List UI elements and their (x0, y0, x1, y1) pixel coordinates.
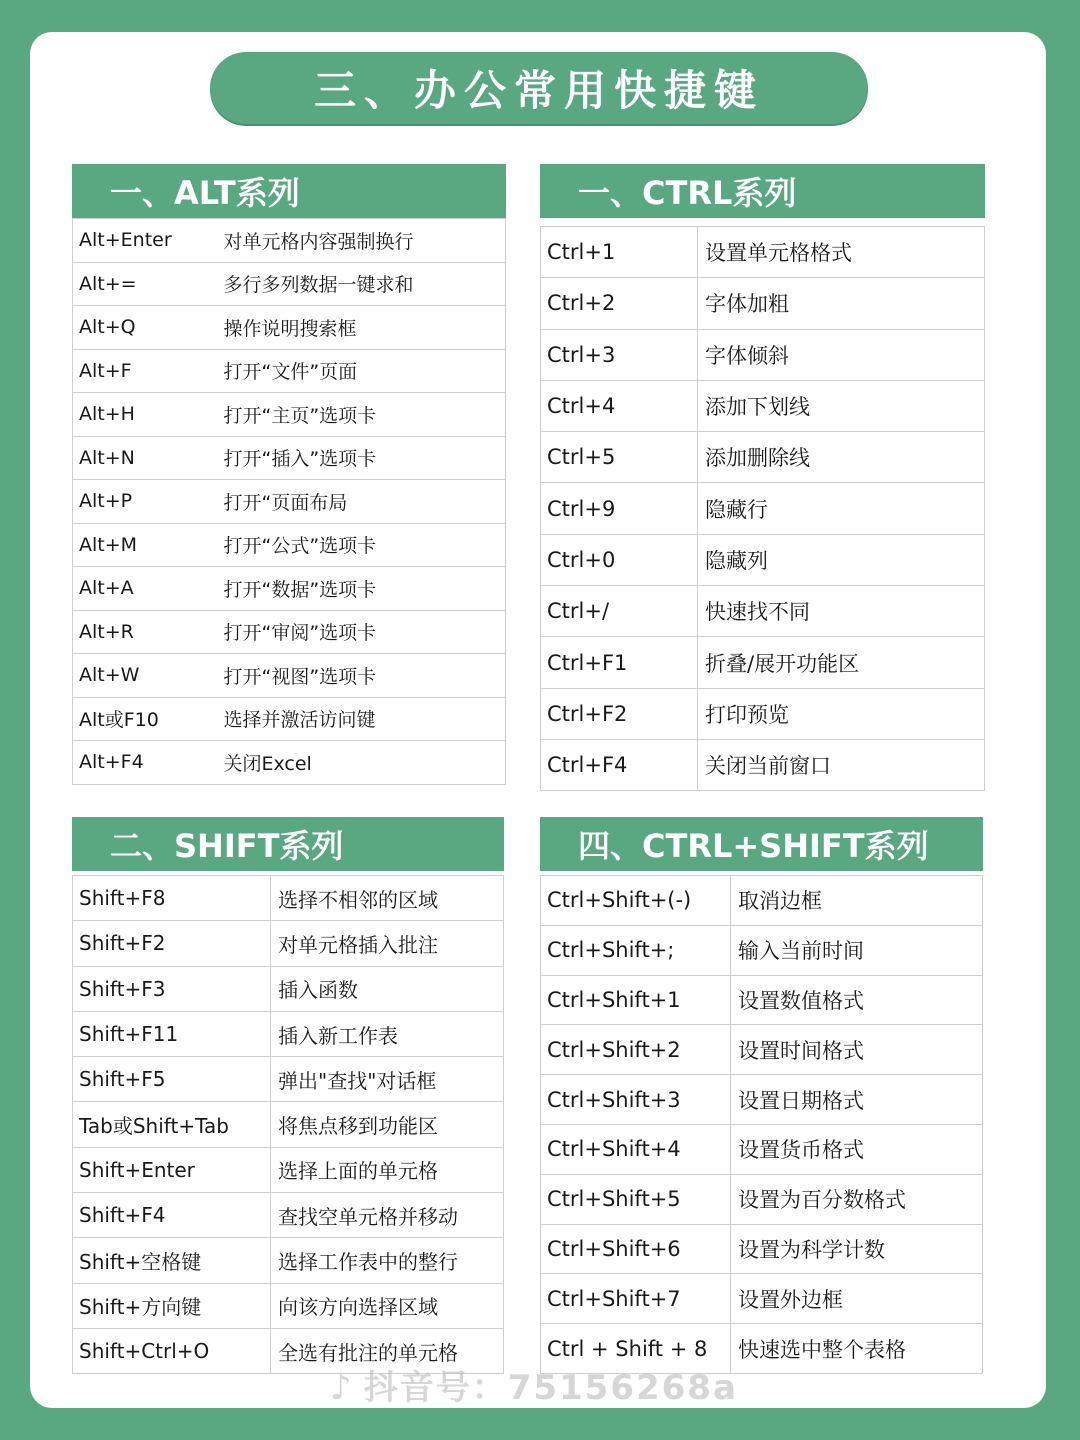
shortcut-description: 设置外边框 (731, 1274, 983, 1324)
shortcut-key: Ctrl+Shift+5 (541, 1174, 731, 1224)
shortcut-description: 设置为百分数格式 (731, 1174, 983, 1224)
shortcut-description: 关闭当前窗口 (698, 739, 985, 790)
table-row (541, 1124, 983, 1174)
shortcut-key: Ctrl+Shift+; (541, 925, 731, 975)
shortcut-key: Alt+N (73, 436, 217, 480)
shortcut-key: Ctrl+Shift+3 (541, 1075, 731, 1125)
shortcut-description: 多行多列数据一键求和 (217, 262, 506, 306)
shortcut-description: 向该方向选择区域 (271, 1283, 504, 1328)
shortcut-key: Shift+F5 (73, 1057, 271, 1102)
table-row (73, 436, 506, 480)
shortcut-key: Shift+Enter (73, 1147, 271, 1192)
table-row (73, 741, 506, 785)
table-row (73, 1102, 504, 1147)
table-row (541, 227, 985, 278)
shift-shortcut-table (72, 875, 504, 1374)
shortcut-key: Alt+F (73, 349, 217, 393)
table-row (541, 1025, 983, 1075)
shortcut-description: 打开“审阅”选项卡 (217, 610, 506, 654)
table-row (73, 654, 506, 698)
table-row (73, 1238, 504, 1283)
table-row (73, 876, 504, 921)
shortcut-description: 选择工作表中的整行 (271, 1238, 504, 1283)
shortcut-description: 添加删除线 (698, 432, 985, 483)
shortcut-key: Alt+A (73, 567, 217, 611)
shortcut-description: 设置货币格式 (731, 1124, 983, 1174)
table-row (73, 1011, 504, 1056)
table-row (73, 1057, 504, 1102)
shortcut-description: 选择不相邻的区域 (271, 876, 504, 921)
table-row (73, 697, 506, 741)
shortcut-key: Ctrl+Shift+(-) (541, 876, 731, 926)
table-row (541, 688, 985, 739)
shortcut-description: 打开“文件”页面 (217, 349, 506, 393)
shortcut-description: 折叠/展开功能区 (698, 637, 985, 688)
shortcut-key: Shift+F2 (73, 921, 271, 966)
table-row (541, 1174, 983, 1224)
douyin-logo-icon: ♪ (330, 1368, 354, 1408)
shortcut-key: Alt+= (73, 262, 217, 306)
shortcut-key: Ctrl+Shift+6 (541, 1224, 731, 1274)
shortcut-key: Tab或Shift+Tab (73, 1102, 271, 1147)
table-row (73, 480, 506, 524)
shortcut-key: Alt或F10 (73, 697, 217, 741)
shortcut-description: 操作说明搜索框 (217, 306, 506, 350)
shortcut-description: 设置日期格式 (731, 1075, 983, 1125)
ctrl-shortcut-table (540, 226, 985, 791)
shortcut-description: 打开“视图”选项卡 (217, 654, 506, 698)
shortcut-description: 全选有批注的单元格 (271, 1328, 504, 1373)
table-row (541, 739, 985, 790)
shortcut-key: Ctrl+Shift+4 (541, 1124, 731, 1174)
shortcut-description: 关闭Excel (217, 741, 506, 785)
shortcut-description: 选择上面的单元格 (271, 1147, 504, 1192)
shortcut-description: 字体加粗 (698, 278, 985, 329)
shortcut-description: 选择并激活访问键 (217, 697, 506, 741)
shortcut-key: Ctrl+3 (541, 329, 698, 380)
shortcut-key: Ctrl+F4 (541, 739, 698, 790)
shortcut-key: Ctrl+0 (541, 534, 698, 585)
table-row (541, 329, 985, 380)
alt-section (72, 164, 506, 785)
table-row (541, 1274, 983, 1324)
shortcut-key: Ctrl+4 (541, 380, 698, 431)
table-row (541, 876, 983, 926)
shortcut-key: Alt+M (73, 523, 217, 567)
shortcut-key: Alt+H (73, 393, 217, 437)
shortcut-description: 打开“页面布局 (217, 480, 506, 524)
shortcut-key: Shift+F4 (73, 1193, 271, 1238)
table-row (73, 1283, 504, 1328)
ctrl-shift-section (540, 817, 983, 1374)
shortcut-description: 将焦点移到功能区 (271, 1102, 504, 1147)
table-row (541, 534, 985, 585)
shift-section (72, 817, 504, 1374)
shortcut-description: 插入新工作表 (271, 1011, 504, 1056)
shortcut-description: 隐藏行 (698, 483, 985, 534)
shortcut-description: 设置数值格式 (731, 975, 983, 1025)
table-row (541, 432, 985, 483)
shortcut-key: Ctrl+F1 (541, 637, 698, 688)
table-row (541, 483, 985, 534)
ctrl-shift-shortcut-table (540, 875, 983, 1374)
shortcut-key: Alt+Q (73, 306, 217, 350)
shift-section-header: 二、SHIFT系列 (72, 817, 504, 871)
table-row (73, 349, 506, 393)
table-row (73, 1147, 504, 1192)
table-row (541, 637, 985, 688)
shortcut-description: 取消边框 (731, 876, 983, 926)
shortcut-key: Ctrl+Shift+1 (541, 975, 731, 1025)
shortcut-description: 打开“公式”选项卡 (217, 523, 506, 567)
shortcut-key: Shift+F8 (73, 876, 271, 921)
shortcut-key: Shift+F3 (73, 966, 271, 1011)
shortcut-description: 快速找不同 (698, 586, 985, 637)
table-row (541, 975, 983, 1025)
shortcut-description: 添加下划线 (698, 380, 985, 431)
table-row (541, 380, 985, 431)
shortcut-description: 快速选中整个表格 (731, 1324, 983, 1374)
shortcut-key: Alt+F4 (73, 741, 217, 785)
shortcut-key: Ctrl+/ (541, 586, 698, 637)
shortcut-description: 打印预览 (698, 688, 985, 739)
table-row (73, 219, 506, 263)
table-row (73, 306, 506, 350)
shortcut-key: Shift+空格键 (73, 1238, 271, 1283)
shortcut-key: Ctrl+2 (541, 278, 698, 329)
table-row (73, 567, 506, 611)
table-row (73, 610, 506, 654)
shortcut-description: 打开“主页”选项卡 (217, 393, 506, 437)
table-row (541, 278, 985, 329)
shortcut-description: 字体倾斜 (698, 329, 985, 380)
shortcut-key: Alt+W (73, 654, 217, 698)
shortcut-description: 输入当前时间 (731, 925, 983, 975)
ctrl-section-header: 一、CTRL系列 (540, 164, 985, 218)
shortcut-description: 查找空单元格并移动 (271, 1193, 504, 1238)
table-row (73, 1193, 504, 1238)
table-row (73, 523, 506, 567)
watermark (330, 1360, 738, 1409)
shortcut-key: Alt+R (73, 610, 217, 654)
shortcut-description: 打开“插入”选项卡 (217, 436, 506, 480)
table-row (73, 393, 506, 437)
shortcut-key: Ctrl+1 (541, 227, 698, 278)
shortcut-description: 对单元格内容强制换行 (217, 219, 506, 263)
shortcut-description: 插入函数 (271, 966, 504, 1011)
shortcut-key: Ctrl+9 (541, 483, 698, 534)
shortcut-key: Shift+F11 (73, 1011, 271, 1056)
shortcut-key: Shift+方向键 (73, 1283, 271, 1328)
shortcut-key: Alt+P (73, 480, 217, 524)
table-row (541, 1075, 983, 1125)
shortcut-key: Ctrl+Shift+2 (541, 1025, 731, 1075)
table-row (73, 966, 504, 1011)
shortcut-key: Ctrl+F2 (541, 688, 698, 739)
ctrl-section (540, 164, 985, 791)
shortcut-key: Alt+Enter (73, 219, 217, 263)
shortcut-description: 设置单元格格式 (698, 227, 985, 278)
shortcut-description: 对单元格插入批注 (271, 921, 504, 966)
shortcut-key: Ctrl+5 (541, 432, 698, 483)
shortcut-description: 设置时间格式 (731, 1025, 983, 1075)
table-row (541, 586, 985, 637)
shortcut-description: 设置为科学计数 (731, 1224, 983, 1274)
shortcut-key: Shift+Ctrl+O (73, 1328, 271, 1373)
ctrl-shift-section-header: 四、CTRL+SHIFT系列 (540, 817, 983, 871)
table-row (73, 262, 506, 306)
table-row (541, 1224, 983, 1274)
shortcut-description: 弹出"查找"对话框 (271, 1057, 504, 1102)
table-row (541, 925, 983, 975)
alt-section-header: 一、ALT系列 (72, 164, 506, 218)
page-title: 三、办公常用快捷键 (210, 52, 868, 124)
shortcut-description: 打开“数据”选项卡 (217, 567, 506, 611)
alt-shortcut-table (72, 218, 506, 785)
shortcut-description: 隐藏列 (698, 534, 985, 585)
table-row (73, 921, 504, 966)
watermark-text: 抖音号：75156268a (363, 1368, 738, 1408)
shortcut-key: Ctrl + Shift + 8 (541, 1324, 731, 1374)
shortcut-key: Ctrl+Shift+7 (541, 1274, 731, 1324)
